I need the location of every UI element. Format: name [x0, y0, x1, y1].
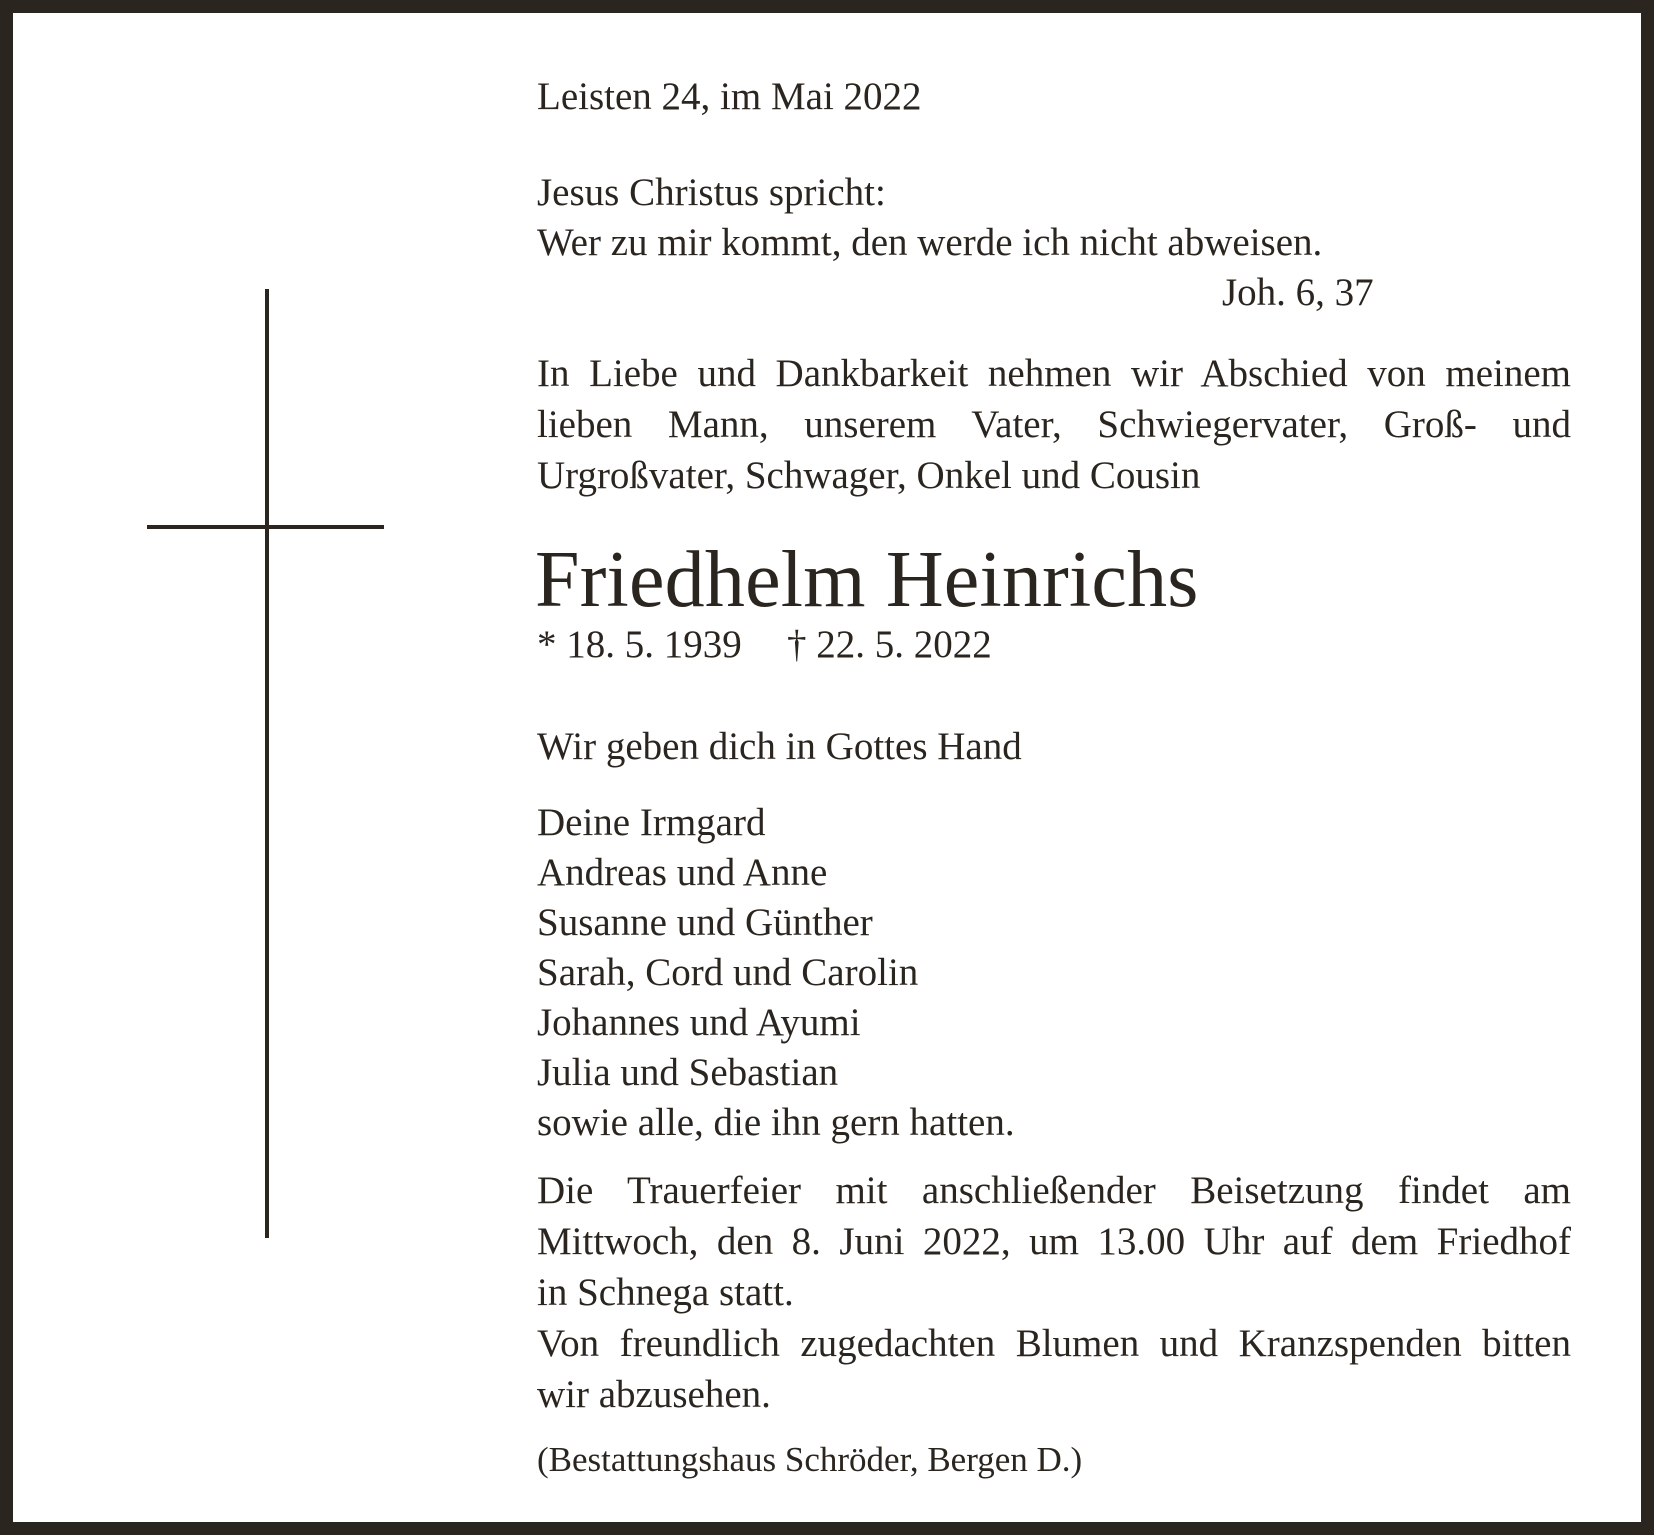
- farewell-line: Urgroßvater, Schwager, Onkel und Cousin: [537, 454, 1201, 497]
- blessing: Wir geben dich in Gottes Hand: [537, 725, 1022, 768]
- mourner: Sarah, Cord und Carolin: [537, 951, 919, 994]
- birth-date: * 18. 5. 1939: [537, 623, 742, 666]
- funeral-paragraph: [537, 1165, 1571, 1420]
- funeral-line: Von freundlich zugedachten Blumen und Kranzspenden bitten: [537, 1322, 1571, 1365]
- mourner: Johannes und Ayumi: [537, 1001, 861, 1044]
- funeral-line: in Schnega statt.: [537, 1271, 794, 1314]
- deceased-name: Friedhelm Heinrichs: [535, 536, 1199, 624]
- undertaker: (Bestattungshaus Schröder, Bergen D.): [537, 1440, 1083, 1479]
- mourner: Julia und Sebastian: [537, 1051, 839, 1094]
- verse-reference: Joh. 6, 37: [1222, 271, 1374, 314]
- farewell-line: lieben Mann, unserem Vater, Schwiegervater, Groß- und: [537, 403, 1571, 446]
- death-date: † 22. 5. 2022: [787, 623, 992, 666]
- funeral-line: wir abzusehen.: [537, 1373, 771, 1416]
- funeral-line: Mittwoch, den 8. Juni 2022, um 13.00 Uhr auf dem Friedhof: [537, 1220, 1571, 1263]
- mourner: Susanne und Günther: [537, 901, 873, 944]
- mourner: Deine Irmgard: [537, 801, 766, 844]
- funeral-line: Die Trauerfeier mit anschließender Beisetzung findet am: [537, 1169, 1571, 1212]
- verse-text: Wer zu mir kommt, den werde ich nicht abweisen.: [537, 221, 1323, 264]
- mourner: sowie alle, die ihn gern hatten.: [537, 1101, 1015, 1144]
- verse-intro: Jesus Christus spricht:: [537, 171, 886, 214]
- mourner: Andreas und Anne: [537, 851, 828, 894]
- mourners-list: [537, 798, 1015, 1148]
- farewell-line: In Liebe und Dankbarkeit nehmen wir Abschied von meinem: [537, 352, 1571, 395]
- farewell-paragraph: [537, 348, 1571, 501]
- place-date: Leisten 24, im Mai 2022: [537, 75, 922, 118]
- cross-horizontal-bar: [147, 525, 384, 529]
- cross-vertical-bar: [265, 289, 269, 1238]
